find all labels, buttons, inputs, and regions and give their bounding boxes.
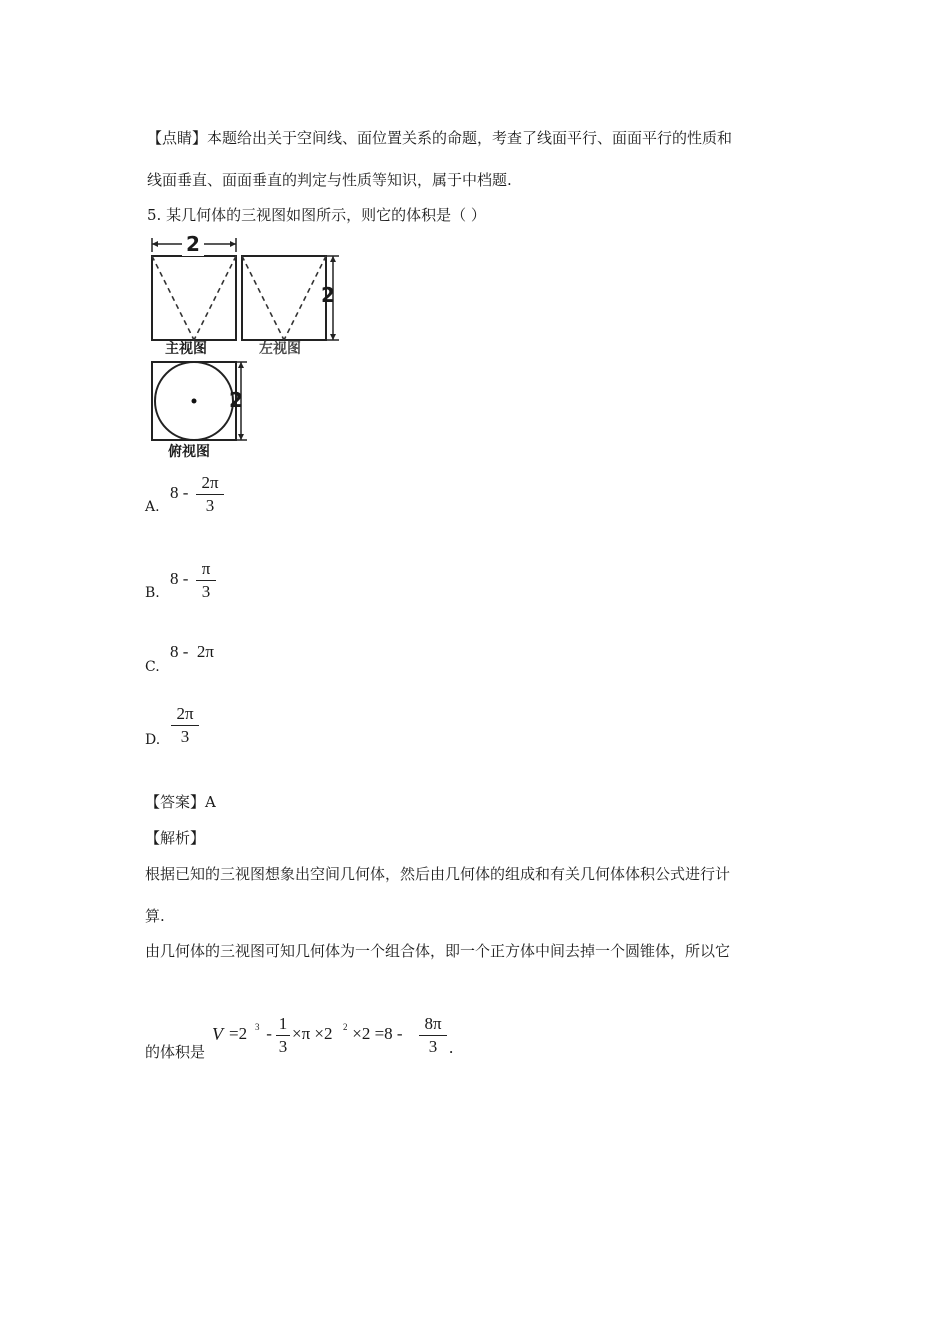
option-b-letter: B. <box>145 585 160 601</box>
dimension-side: 2 <box>321 283 335 307</box>
analysis-line-1: 根据已知的三视图想象出空间几何体，然后由几何体的组成和有关几何体体积公式进行计 <box>145 865 731 883</box>
formula-exp2: 2 <box>343 1022 348 1032</box>
question-text: 5. 某几何体的三视图如图所示，则它的体积是（ ） <box>147 206 486 224</box>
option-a-prefix: 8 - <box>170 483 189 502</box>
formula-exp1: 3 <box>255 1022 260 1032</box>
option-b-denominator: 3 <box>201 582 211 601</box>
option-d-numerator: 2π <box>176 704 194 723</box>
formula-eq1: =2 <box>229 1024 248 1043</box>
option-b-prefix: 8 - <box>170 569 189 588</box>
option-a-numerator: 2π <box>201 473 219 492</box>
option-d-denominator: 3 <box>180 727 190 746</box>
option-a-fraction <box>196 473 224 516</box>
dimension-top: 2 <box>182 232 204 256</box>
front-view-square <box>152 256 236 340</box>
front-view-label: 主视图 <box>165 341 207 357</box>
option-c-letter: C. <box>145 659 160 675</box>
analysis-line-4-prefix: 的体积是 <box>145 1043 206 1061</box>
option-a-denominator: 3 <box>205 496 215 515</box>
formula-frac-2-den: 3 <box>428 1037 438 1056</box>
option-b-numerator: π <box>201 559 211 578</box>
formula-frac-2-num: 8π <box>424 1014 442 1033</box>
dimension-top-view: 2 <box>229 388 243 412</box>
formula-v: V <box>212 1024 223 1044</box>
formula-tail: ×2 =8 - <box>348 1024 403 1043</box>
formula-end: . <box>449 1038 454 1057</box>
option-c-expression: 8 - 2π <box>170 642 214 661</box>
analysis-line-3: 由几何体的三视图可知几何体为一个组合体，即一个正方体中间去掉一个圆锥体，所以它 <box>145 942 731 960</box>
note-line-1: 【点睛】本题给出关于空间线、面位置关系的命题，考查了线面平行、面面平行的性质和 <box>147 129 733 147</box>
option-a-letter: A. <box>145 499 160 515</box>
analysis-label: 【解析】 <box>145 829 206 847</box>
formula-mid: ×π ×2 <box>292 1024 333 1043</box>
formula-frac-1-den: 3 <box>278 1037 288 1056</box>
option-d-letter: D. <box>145 732 161 748</box>
answer-line <box>145 791 216 812</box>
formula-frac-1-num: 1 <box>278 1014 288 1033</box>
answer-label: 【答案】 <box>145 793 206 811</box>
left-view-label: 左视图 <box>259 341 301 357</box>
formula-minus1: - <box>262 1024 272 1043</box>
option-d-fraction <box>171 704 199 747</box>
answer-value: A <box>205 793 216 811</box>
option-b-fraction <box>196 559 216 602</box>
note-line-2: 线面垂直、面面垂直的判定与性质等知识，属于中档题. <box>147 171 512 189</box>
analysis-line-2: 算. <box>145 907 165 925</box>
formula-frac-2 <box>419 1014 447 1057</box>
formula-frac-1 <box>276 1014 290 1057</box>
top-view-label: 俯视图 <box>168 444 210 460</box>
left-view-square <box>242 256 326 340</box>
